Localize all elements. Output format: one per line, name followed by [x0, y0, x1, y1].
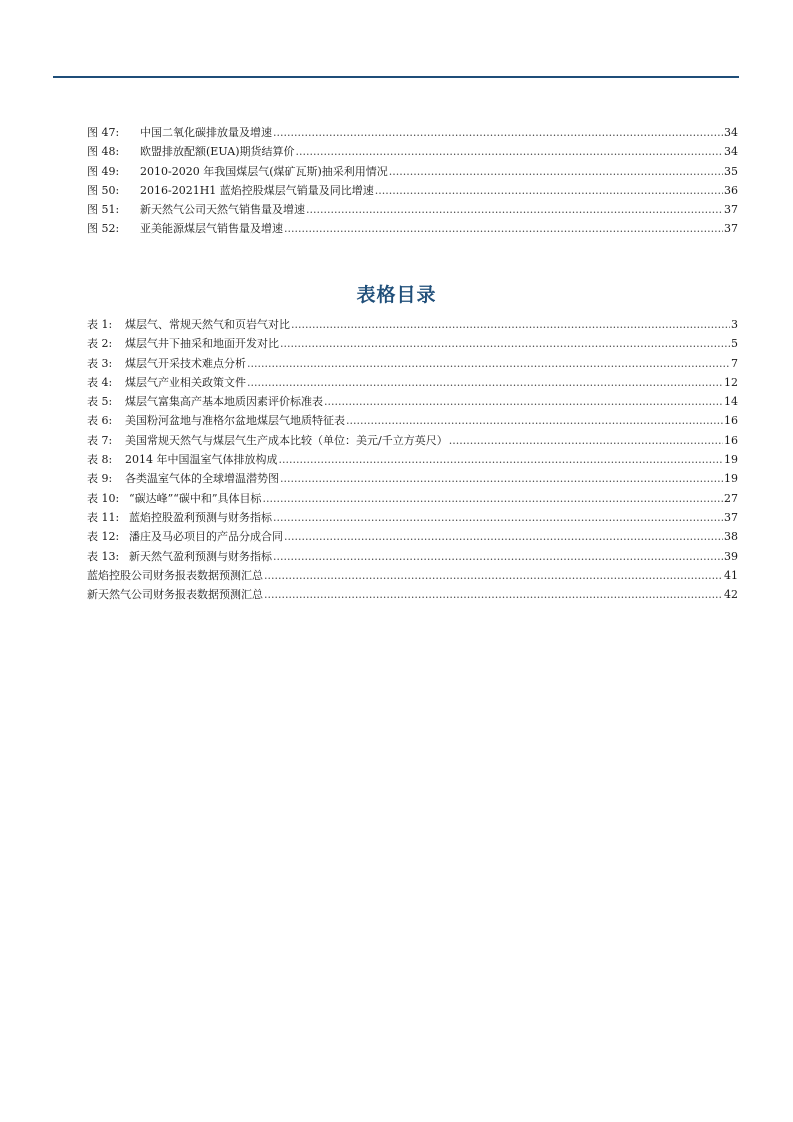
- entry-title: 煤层气开采技术难点分析: [125, 356, 246, 370]
- entry-page: 38: [724, 530, 738, 544]
- tables-heading: 表格目录: [356, 284, 437, 306]
- entry-page: 37: [724, 203, 738, 217]
- entry-title: 新天然气公司天然气销售量及增速: [140, 203, 305, 217]
- entry-page: 16: [724, 433, 738, 447]
- entry-page: 36: [724, 183, 738, 197]
- entry-title: 亚美能源煤层气销售量及增速: [140, 222, 283, 236]
- entry-label: 图 52:: [87, 222, 120, 236]
- entry-title: 潘庄及马必项目的产品分成合同: [129, 530, 283, 544]
- entry-page: 16: [724, 414, 738, 428]
- entry-title: 2010-2020 年我国煤层气(煤矿瓦斯)抽采利用情况: [140, 164, 388, 178]
- entry-title: 新天然气盈利预测与财务指标: [129, 549, 272, 563]
- entry-title: 蓝焰控股盈利预测与财务指标: [129, 510, 272, 524]
- toc-entry[interactable]: [87, 585, 738, 604]
- entry-page: 3: [731, 318, 738, 331]
- entry-label: 表 3:: [87, 356, 113, 370]
- entry-title: 煤层气富集高产基本地质因素评价标准表: [125, 395, 323, 409]
- entry-title: 新天然气公司财务报表数据预测汇总: [87, 588, 263, 602]
- entry-page: 35: [724, 164, 738, 178]
- entry-page: 37: [724, 222, 738, 236]
- entry-page: 34: [724, 126, 738, 139]
- entry-page: 19: [724, 453, 738, 467]
- entry-page: 14: [724, 395, 738, 409]
- toc-entry[interactable]: [87, 373, 738, 392]
- entry-title: 煤层气、常规天然气和页岩气对比: [125, 318, 290, 331]
- dot-leader: [346, 411, 723, 430]
- entry-title: 2016-2021H1 蓝焰控股煤层气销量及同比增速: [140, 183, 374, 197]
- entry-label: 表 7:: [87, 433, 113, 447]
- entry-label: 表 1:: [87, 318, 113, 331]
- entry-label: 图 50:: [87, 183, 120, 197]
- entry-title: 煤层气井下抽采和地面开发对比: [125, 337, 279, 351]
- dot-leader: [279, 450, 724, 469]
- dot-leader: [280, 469, 723, 488]
- toc-entry[interactable]: [87, 354, 738, 373]
- entry-page: 27: [724, 491, 738, 505]
- dot-leader: [291, 315, 730, 334]
- entry-page: 34: [724, 145, 738, 159]
- entry-label: 图 51:: [87, 203, 120, 217]
- toc-entry[interactable]: [87, 411, 738, 430]
- dot-leader: [247, 373, 723, 392]
- entry-title: 中国二氧化碳排放量及增速: [140, 126, 272, 139]
- toc-entry[interactable]: [87, 547, 738, 566]
- entry-page: 19: [724, 472, 738, 486]
- entry-label: 表 10:: [87, 491, 120, 505]
- entry-title: 欧盟排放配额(EUA)期货结算价: [140, 145, 295, 159]
- entry-page: 39: [724, 549, 738, 563]
- entry-title: 美国粉河盆地与准格尔盆地煤层气地质特征表: [125, 414, 345, 428]
- toc-entry[interactable]: [87, 162, 738, 181]
- entry-title: 各类温室气体的全球增温潜势图: [125, 472, 279, 486]
- entry-label: 表 11:: [87, 510, 120, 524]
- entry-label: 表 8:: [87, 453, 113, 467]
- toc-entry[interactable]: [87, 527, 738, 546]
- entry-label: 图 47:: [87, 126, 120, 139]
- entry-title: 美国常规天然气与煤层气生产成本比较（单位：美元/千立方英尺）: [125, 433, 448, 447]
- toc-entry[interactable]: [87, 181, 738, 200]
- entry-label: 表 6:: [87, 414, 113, 428]
- toc-entry[interactable]: [87, 450, 738, 469]
- dot-leader: [296, 142, 724, 161]
- toc-entry[interactable]: [87, 469, 738, 488]
- toc-entry[interactable]: [87, 315, 738, 334]
- figure-list: [87, 123, 738, 239]
- entry-title: 蓝焰控股公司财务报表数据预测汇总: [87, 568, 263, 582]
- entry-page: 37: [724, 510, 738, 524]
- entry-label: 图 49:: [87, 164, 120, 178]
- toc-entry[interactable]: [87, 392, 738, 411]
- entry-label: 表 4:: [87, 375, 113, 389]
- table-list: [87, 315, 738, 604]
- toc-entry[interactable]: [87, 334, 738, 353]
- dot-leader: [284, 219, 723, 238]
- dot-leader: [273, 508, 723, 527]
- toc-entry[interactable]: [87, 142, 738, 161]
- toc-entry[interactable]: [87, 508, 738, 527]
- dot-leader: [306, 200, 723, 219]
- dot-leader: [280, 334, 730, 353]
- entry-label: 表 13:: [87, 549, 120, 563]
- entry-page: 41: [724, 568, 738, 582]
- dot-leader: [324, 392, 723, 411]
- entry-label: 图 48:: [87, 145, 120, 159]
- toc-entry[interactable]: [87, 566, 738, 585]
- dot-leader: [264, 585, 723, 604]
- dot-leader: [389, 162, 723, 181]
- dot-leader: [264, 566, 723, 585]
- header-rule: [53, 76, 739, 78]
- toc-entry[interactable]: [87, 219, 738, 238]
- entry-label: 表 5:: [87, 395, 113, 409]
- entry-page: 12: [724, 375, 738, 389]
- entry-title: “碳达峰”“碳中和”具体目标: [129, 491, 262, 505]
- entry-page: 7: [731, 356, 738, 370]
- dot-leader: [263, 489, 724, 508]
- dot-leader: [375, 181, 723, 200]
- toc-entry[interactable]: [87, 431, 738, 450]
- dot-leader: [273, 547, 723, 566]
- dot-leader: [284, 527, 723, 546]
- toc-entry[interactable]: [87, 489, 738, 508]
- toc-entry[interactable]: [87, 200, 738, 219]
- entry-label: 表 2:: [87, 337, 113, 351]
- entry-title: 2014 年中国温室气体排放构成: [125, 453, 278, 467]
- toc-entry[interactable]: [87, 123, 738, 142]
- dot-leader: [449, 431, 723, 450]
- entry-title: 煤层气产业相关政策文件: [125, 375, 246, 389]
- entry-page: 5: [731, 337, 738, 351]
- entry-page: 42: [724, 588, 738, 602]
- dot-leader: [247, 354, 730, 373]
- entry-label: 表 9:: [87, 472, 113, 486]
- entry-label: 表 12:: [87, 530, 120, 544]
- dot-leader: [273, 123, 723, 142]
